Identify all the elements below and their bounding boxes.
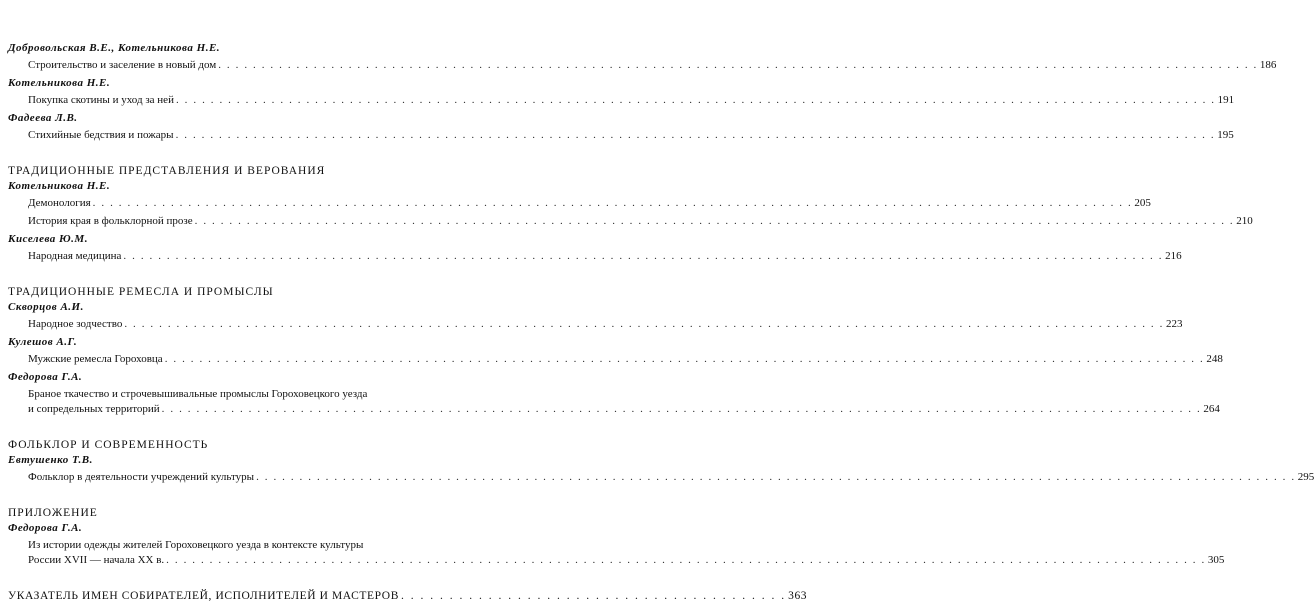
toc-entry [28,318,1183,331]
table-of-contents [0,40,1314,603]
toc-entry [28,353,1223,366]
page-number: 191 [1217,94,1235,106]
toc-entry-row [28,403,1220,416]
toc-entry [28,388,1220,416]
toc-author: Котельникова Н.Е. [8,180,111,192]
toc-entry-title: и сопредельных территорий [28,403,160,415]
dot-leader: . . . . . . . . . . . . . . . . . . . . . . . . . . . . . . . . . . . . . . . . . . . . . . . . . . . . . . . . . . . . . . . . . . . . . . . . . . . . . . . . . . . . . . . . . . . . . . . . . . . . . . . . . . . . . . . . . . . . . . . . [166,554,1206,566]
toc-entry-title: России XVII — начала XX в. [28,554,165,566]
page-number: 305 [1207,554,1225,566]
page-number: 186 [1259,59,1277,71]
toc-entry [28,250,1182,263]
toc-author: Киселева Ю.М. [8,233,88,245]
dot-leader: . . . . . . . . . . . . . . . . . . . . . . . . . . . . . . . . . . . . . . . . . . . . . . . . . . . . . . . . . . . . . . . . . . . . . . . . . . . . . . . . . . . . . . . . . . . . . . . . . . . . . . . . . . . . . . . . . . . . . . . . [164,353,1205,365]
page-number: 264 [1203,403,1220,415]
page-number: 195 [1217,129,1234,141]
toc-entry-title: Стихийные бедствия и пожары [28,129,174,141]
toc-entry [28,94,1235,107]
section-heading: ТРАДИЦИОННЫЕ РЕМЕСЛА И ПРОМЫСЛЫ [8,286,274,298]
toc-entry-title: Фольклор в деятельности учреждений культуры [28,471,255,483]
dot-leader: . . . . . . . . . . . . . . . . . . . . . . . . . . . . . . . . . . . . . . . . . . . . . . . . . . . . . . . . . . . . . . . . . . . . . . . . . . . . . . . . . . . . . . . . . . . . . . . . . . . . . . . . . . . . . . . . . . . . . . . . [124,318,1164,330]
toc-entry-row [28,129,1234,142]
toc-entry-row [28,318,1183,331]
toc-entry-row [28,215,1253,228]
section-heading: ТРАДИЦИОННЫЕ ПРЕДСТАВЛЕНИЯ И ВЕРОВАНИЯ [8,165,326,177]
toc-entry-title: Народное зодчество [28,318,123,330]
section-heading: ФОЛЬКЛОР И СОВРЕМЕННОСТЬ [8,439,209,451]
page-number: 210 [1236,215,1253,227]
toc-entry [28,471,1314,484]
index-heading-entry [8,589,808,603]
section-heading: ПРИЛОЖЕНИЕ [8,507,98,519]
toc-entry-title: Покупка скотины и уход за ней [28,94,174,106]
page-number: 295 [1297,471,1314,483]
dot-leader: . . . . . . . . . . . . . . . . . . . . . . . . . . . . . . . . . . . . . . . . [400,590,787,602]
page-number: 248 [1206,353,1223,365]
dot-leader: . . . . . . . . . . . . . . . . . . . . . . . . . . . . . . . . . . . . . . . . . . . . . . . . . . . . . . . . . . . . . . . . . . . . . . . . . . . . . . . . . . . . . . . . . . . . . . . . . . . . . . . . . . . . . . . . . . . . . . . . [175,129,1216,141]
toc-entry-row [28,554,1225,567]
page-number: 205 [1134,197,1151,209]
index-heading-title: УКАЗАТЕЛЬ ИМЕН СОБИРАТЕЛЕЙ, ИСПОЛНИТЕЛЕЙ И МАСТЕРОВ [8,590,399,602]
dot-leader: . . . . . . . . . . . . . . . . . . . . . . . . . . . . . . . . . . . . . . . . . . . . . . . . . . . . . . . . . . . . . . . . . . . . . . . . . . . . . . . . . . . . . . . . . . . . . . . . . . . . . . . . . . . . . . . . . . . . . . . . [218,59,1258,71]
toc-entry-row [28,471,1314,484]
page-number: 363 [788,590,808,602]
dot-leader: . . . . . . . . . . . . . . . . . . . . . . . . . . . . . . . . . . . . . . . . . . . . . . . . . . . . . . . . . . . . . . . . . . . . . . . . . . . . . . . . . . . . . . . . . . . . . . . . . . . . . . . . . . . . . . . . . . . . . . . . [256,471,1296,483]
toc-entry-row [28,250,1182,263]
dot-leader: . . . . . . . . . . . . . . . . . . . . . . . . . . . . . . . . . . . . . . . . . . . . . . . . . . . . . . . . . . . . . . . . . . . . . . . . . . . . . . . . . . . . . . . . . . . . . . . . . . . . . . . . . . . . . . . . . . . . . . . . [194,215,1235,227]
toc-author: Фадеева Л.В. [8,112,78,124]
toc-entry-row [28,94,1235,107]
toc-author: Котельникова Н.Е. [8,77,111,89]
page-number: 223 [1165,318,1183,330]
toc-entry-title: Народная медицина [28,250,122,262]
dot-leader: . . . . . . . . . . . . . . . . . . . . . . . . . . . . . . . . . . . . . . . . . . . . . . . . . . . . . . . . . . . . . . . . . . . . . . . . . . . . . . . . . . . . . . . . . . . . . . . . . . . . . . . . . . . . . . . . . . . . . . . . [175,94,1216,106]
dot-leader: . . . . . . . . . . . . . . . . . . . . . . . . . . . . . . . . . . . . . . . . . . . . . . . . . . . . . . . . . . . . . . . . . . . . . . . . . . . . . . . . . . . . . . . . . . . . . . . . . . . . . . . . . . . . . . . . . . . . . . . . [123,250,1164,262]
page-number: 216 [1165,250,1182,262]
toc-entry-title: Строительство и заселение в новый дом [28,59,217,71]
toc-entry [28,129,1234,142]
toc-entry [28,59,1277,72]
dot-leader: . . . . . . . . . . . . . . . . . . . . . . . . . . . . . . . . . . . . . . . . . . . . . . . . . . . . . . . . . . . . . . . . . . . . . . . . . . . . . . . . . . . . . . . . . . . . . . . . . . . . . . . . . . . . . . . . . . . . . . . . [161,403,1202,415]
toc-entry-row [28,353,1223,366]
toc-entry [28,215,1253,228]
toc-entry-title: Мужские ремесла Гороховца [28,353,163,365]
toc-author: Евтушенко Т.В. [8,454,93,466]
toc-entry [28,197,1151,210]
toc-author: Кулешов А.Г. [8,336,78,348]
toc-entry-row [28,197,1151,210]
toc-entry-title-line: Из истории одежды жителей Гороховецкого уезда в контексте культуры [28,539,364,551]
toc-author: Скворцов А.И. [8,301,84,313]
toc-entry-row [28,59,1277,72]
toc-author: Федорова Г.А. [8,522,83,534]
toc-entry-title: История края в фольклорной прозе [28,215,193,227]
toc-author: Добровольская В.Е., Котельникова Н.Е. [8,42,221,54]
toc-entry [28,539,1225,567]
toc-author: Федорова Г.А. [8,371,83,383]
toc-entry-title-line: Браное ткачество и строчевышивальные промыслы Гороховецкого уезда [28,388,368,400]
dot-leader: . . . . . . . . . . . . . . . . . . . . . . . . . . . . . . . . . . . . . . . . . . . . . . . . . . . . . . . . . . . . . . . . . . . . . . . . . . . . . . . . . . . . . . . . . . . . . . . . . . . . . . . . . . . . . . . . . . . . . . . . [92,197,1133,209]
toc-entry-title: Демонология [28,197,91,209]
